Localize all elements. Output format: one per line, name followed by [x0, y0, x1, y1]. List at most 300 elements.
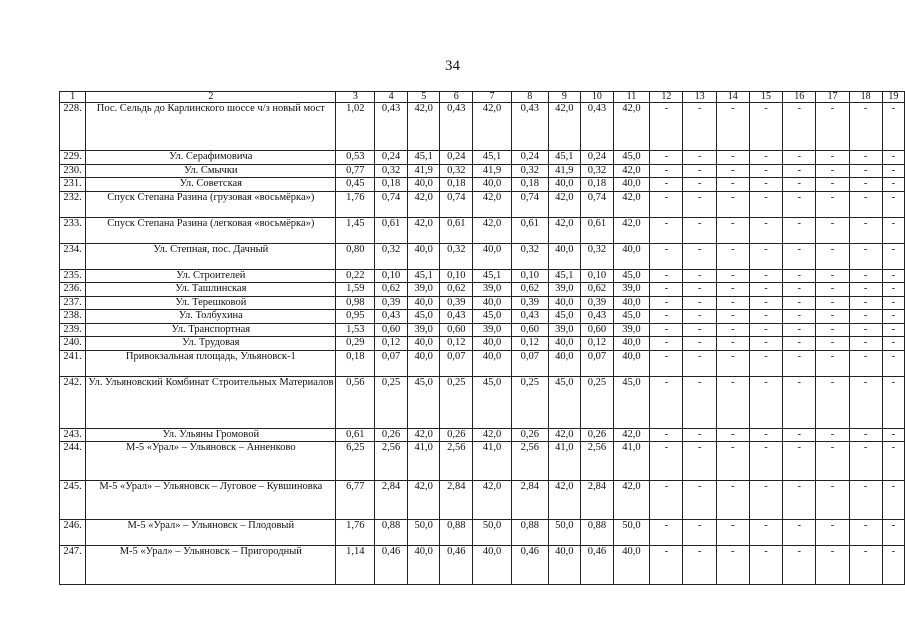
empty-dash-cell: -	[882, 350, 904, 376]
row-number: 234.	[60, 243, 86, 269]
value-cell-col-3: 0,61	[336, 428, 375, 442]
column-header-12: 12	[650, 92, 683, 103]
empty-dash-cell: -	[650, 350, 683, 376]
value-cell-col-8: 0,43	[511, 103, 548, 151]
empty-dash-cell: -	[650, 310, 683, 324]
table-row	[60, 310, 905, 324]
value-cell-col-10: 0,62	[581, 283, 614, 297]
value-cell-col-6: 0,10	[440, 269, 473, 283]
empty-dash-cell: -	[816, 428, 849, 442]
empty-dash-cell: -	[650, 103, 683, 151]
column-number-header-row	[60, 92, 905, 103]
empty-dash-cell: -	[683, 546, 716, 585]
column-header-1: 1	[60, 92, 86, 103]
value-cell-col-6: 2,84	[440, 481, 473, 520]
empty-dash-cell: -	[849, 269, 882, 283]
value-cell-col-4: 0,61	[375, 217, 408, 243]
empty-dash-cell: -	[716, 337, 749, 351]
value-cell-col-6: 2,56	[440, 442, 473, 481]
value-cell-col-11: 39,0	[613, 323, 650, 337]
value-cell-col-8: 0,62	[511, 283, 548, 297]
value-cell-col-3: 0,45	[336, 178, 375, 192]
empty-dash-cell: -	[683, 164, 716, 178]
value-cell-col-11: 40,0	[613, 337, 650, 351]
value-cell-col-5: 42,0	[407, 217, 440, 243]
column-header-5: 5	[407, 92, 440, 103]
value-cell-col-6: 0,25	[440, 376, 473, 428]
value-cell-col-10: 0,43	[581, 310, 614, 324]
empty-dash-cell: -	[716, 520, 749, 546]
empty-dash-cell: -	[816, 283, 849, 297]
empty-dash-cell: -	[716, 103, 749, 151]
street-name: Ул. Степная, пос. Дачный	[86, 243, 336, 269]
value-cell-col-9: 40,0	[548, 178, 581, 192]
empty-dash-cell: -	[683, 269, 716, 283]
empty-dash-cell: -	[650, 376, 683, 428]
value-cell-col-6: 0,88	[440, 520, 473, 546]
empty-dash-cell: -	[716, 243, 749, 269]
row-number: 236.	[60, 283, 86, 297]
value-cell-col-3: 0,56	[336, 376, 375, 428]
value-cell-col-5: 40,0	[407, 243, 440, 269]
table-row	[60, 350, 905, 376]
empty-dash-cell: -	[783, 428, 816, 442]
street-name: Ул. Советская	[86, 178, 336, 192]
value-cell-col-11: 45,0	[613, 376, 650, 428]
empty-dash-cell: -	[683, 151, 716, 165]
value-cell-col-9: 45,0	[548, 376, 581, 428]
empty-dash-cell: -	[749, 350, 782, 376]
value-cell-col-5: 39,0	[407, 323, 440, 337]
empty-dash-cell: -	[749, 520, 782, 546]
value-cell-col-4: 0,32	[375, 164, 408, 178]
table-row	[60, 376, 905, 428]
value-cell-col-8: 0,43	[511, 310, 548, 324]
value-cell-col-9: 42,0	[548, 103, 581, 151]
table-row	[60, 151, 905, 165]
empty-dash-cell: -	[816, 191, 849, 217]
value-cell-col-10: 0,60	[581, 323, 614, 337]
page-number: 34	[445, 58, 460, 74]
empty-dash-cell: -	[683, 191, 716, 217]
empty-dash-cell: -	[650, 296, 683, 310]
empty-dash-cell: -	[650, 283, 683, 297]
value-cell-col-6: 0,61	[440, 217, 473, 243]
value-cell-col-11: 45,0	[613, 151, 650, 165]
empty-dash-cell: -	[749, 243, 782, 269]
table-row	[60, 546, 905, 585]
table-row	[60, 442, 905, 481]
value-cell-col-8: 2,84	[511, 481, 548, 520]
value-cell-col-11: 40,0	[613, 243, 650, 269]
empty-dash-cell: -	[816, 442, 849, 481]
empty-dash-cell: -	[882, 191, 904, 217]
empty-dash-cell: -	[650, 323, 683, 337]
empty-dash-cell: -	[650, 520, 683, 546]
column-header-11: 11	[613, 92, 650, 103]
empty-dash-cell: -	[783, 103, 816, 151]
value-cell-col-4: 2,56	[375, 442, 408, 481]
empty-dash-cell: -	[816, 520, 849, 546]
value-cell-col-8: 0,10	[511, 269, 548, 283]
value-cell-col-4: 0,32	[375, 243, 408, 269]
table-row	[60, 520, 905, 546]
value-cell-col-5: 40,0	[407, 350, 440, 376]
empty-dash-cell: -	[716, 546, 749, 585]
value-cell-col-9: 40,0	[548, 296, 581, 310]
value-cell-col-5: 42,0	[407, 481, 440, 520]
empty-dash-cell: -	[716, 151, 749, 165]
empty-dash-cell: -	[749, 178, 782, 192]
table-body	[60, 92, 905, 585]
empty-dash-cell: -	[683, 428, 716, 442]
column-header-19: 19	[882, 92, 904, 103]
value-cell-col-4: 2,84	[375, 481, 408, 520]
value-cell-col-5: 45,1	[407, 269, 440, 283]
empty-dash-cell: -	[882, 442, 904, 481]
value-cell-col-11: 40,0	[613, 296, 650, 310]
value-cell-col-3: 1,76	[336, 191, 375, 217]
empty-dash-cell: -	[749, 310, 782, 324]
empty-dash-cell: -	[783, 217, 816, 243]
value-cell-col-7: 39,0	[473, 283, 512, 297]
empty-dash-cell: -	[716, 442, 749, 481]
street-name: Спуск Степана Разина (грузовая «восьмёрка»)	[86, 191, 336, 217]
value-cell-col-8: 0,07	[511, 350, 548, 376]
value-cell-col-8: 0,61	[511, 217, 548, 243]
empty-dash-cell: -	[650, 546, 683, 585]
empty-dash-cell: -	[783, 283, 816, 297]
empty-dash-cell: -	[783, 296, 816, 310]
value-cell-col-10: 0,25	[581, 376, 614, 428]
empty-dash-cell: -	[849, 337, 882, 351]
road-data-table	[59, 91, 905, 585]
empty-dash-cell: -	[783, 442, 816, 481]
empty-dash-cell: -	[882, 481, 904, 520]
value-cell-col-4: 0,43	[375, 103, 408, 151]
value-cell-col-4: 0,88	[375, 520, 408, 546]
row-number: 230.	[60, 164, 86, 178]
table-row	[60, 269, 905, 283]
empty-dash-cell: -	[882, 178, 904, 192]
value-cell-col-4: 0,39	[375, 296, 408, 310]
value-cell-col-10: 0,46	[581, 546, 614, 585]
row-number: 246.	[60, 520, 86, 546]
empty-dash-cell: -	[749, 103, 782, 151]
empty-dash-cell: -	[849, 546, 882, 585]
value-cell-col-8: 0,25	[511, 376, 548, 428]
value-cell-col-3: 0,77	[336, 164, 375, 178]
value-cell-col-4: 0,26	[375, 428, 408, 442]
value-cell-col-3: 6,25	[336, 442, 375, 481]
value-cell-col-10: 2,56	[581, 442, 614, 481]
value-cell-col-5: 40,0	[407, 178, 440, 192]
empty-dash-cell: -	[683, 323, 716, 337]
column-header-10: 10	[581, 92, 614, 103]
value-cell-col-6: 0,74	[440, 191, 473, 217]
empty-dash-cell: -	[683, 481, 716, 520]
empty-dash-cell: -	[749, 269, 782, 283]
empty-dash-cell: -	[882, 283, 904, 297]
street-name: Ул. Терешковой	[86, 296, 336, 310]
empty-dash-cell: -	[849, 350, 882, 376]
empty-dash-cell: -	[749, 283, 782, 297]
row-number: 237.	[60, 296, 86, 310]
empty-dash-cell: -	[783, 178, 816, 192]
value-cell-col-4: 0,24	[375, 151, 408, 165]
value-cell-col-8: 0,18	[511, 178, 548, 192]
value-cell-col-7: 40,0	[473, 243, 512, 269]
value-cell-col-3: 0,80	[336, 243, 375, 269]
empty-dash-cell: -	[816, 103, 849, 151]
value-cell-col-4: 0,46	[375, 546, 408, 585]
value-cell-col-9: 40,0	[548, 546, 581, 585]
value-cell-col-9: 41,0	[548, 442, 581, 481]
value-cell-col-11: 42,0	[613, 164, 650, 178]
street-name: Ул. Толбухина	[86, 310, 336, 324]
row-number: 235.	[60, 269, 86, 283]
value-cell-col-11: 41,0	[613, 442, 650, 481]
street-name: Ул. Строителей	[86, 269, 336, 283]
value-cell-col-10: 0,18	[581, 178, 614, 192]
empty-dash-cell: -	[716, 178, 749, 192]
column-header-16: 16	[783, 92, 816, 103]
empty-dash-cell: -	[783, 269, 816, 283]
value-cell-col-6: 0,43	[440, 310, 473, 324]
empty-dash-cell: -	[749, 217, 782, 243]
row-number: 245.	[60, 481, 86, 520]
empty-dash-cell: -	[882, 217, 904, 243]
value-cell-col-10: 0,12	[581, 337, 614, 351]
value-cell-col-8: 0,12	[511, 337, 548, 351]
street-name: Привокзальная площадь, Ульяновск-1	[86, 350, 336, 376]
table-row	[60, 296, 905, 310]
empty-dash-cell: -	[849, 323, 882, 337]
empty-dash-cell: -	[716, 191, 749, 217]
street-name: Ул. Серафимовича	[86, 151, 336, 165]
value-cell-col-5: 45,1	[407, 151, 440, 165]
empty-dash-cell: -	[816, 269, 849, 283]
empty-dash-cell: -	[849, 191, 882, 217]
value-cell-col-9: 40,0	[548, 350, 581, 376]
empty-dash-cell: -	[849, 217, 882, 243]
table-row	[60, 164, 905, 178]
column-header-2: 2	[86, 92, 336, 103]
empty-dash-cell: -	[683, 337, 716, 351]
value-cell-col-3: 0,53	[336, 151, 375, 165]
empty-dash-cell: -	[650, 178, 683, 192]
value-cell-col-3: 1,59	[336, 283, 375, 297]
empty-dash-cell: -	[783, 243, 816, 269]
value-cell-col-7: 42,0	[473, 428, 512, 442]
value-cell-col-3: 1,02	[336, 103, 375, 151]
empty-dash-cell: -	[650, 151, 683, 165]
value-cell-col-7: 40,0	[473, 546, 512, 585]
empty-dash-cell: -	[882, 151, 904, 165]
value-cell-col-7: 40,0	[473, 296, 512, 310]
empty-dash-cell: -	[683, 310, 716, 324]
value-cell-col-10: 0,26	[581, 428, 614, 442]
row-number: 244.	[60, 442, 86, 481]
value-cell-col-6: 0,24	[440, 151, 473, 165]
value-cell-col-6: 0,12	[440, 337, 473, 351]
empty-dash-cell: -	[716, 428, 749, 442]
empty-dash-cell: -	[849, 442, 882, 481]
empty-dash-cell: -	[716, 310, 749, 324]
value-cell-col-4: 0,12	[375, 337, 408, 351]
value-cell-col-6: 0,43	[440, 103, 473, 151]
empty-dash-cell: -	[882, 243, 904, 269]
column-header-7: 7	[473, 92, 512, 103]
empty-dash-cell: -	[882, 376, 904, 428]
table-row	[60, 428, 905, 442]
empty-dash-cell: -	[816, 178, 849, 192]
empty-dash-cell: -	[816, 296, 849, 310]
value-cell-col-4: 0,74	[375, 191, 408, 217]
column-header-3: 3	[336, 92, 375, 103]
value-cell-col-6: 0,18	[440, 178, 473, 192]
table-row	[60, 103, 905, 151]
value-cell-col-5: 40,0	[407, 337, 440, 351]
empty-dash-cell: -	[716, 296, 749, 310]
empty-dash-cell: -	[882, 269, 904, 283]
street-name: Ул. Ульяны Громовой	[86, 428, 336, 442]
value-cell-col-7: 40,0	[473, 350, 512, 376]
value-cell-col-9: 45,1	[548, 269, 581, 283]
value-cell-col-9: 39,0	[548, 323, 581, 337]
value-cell-col-5: 45,0	[407, 310, 440, 324]
empty-dash-cell: -	[849, 178, 882, 192]
value-cell-col-5: 50,0	[407, 520, 440, 546]
value-cell-col-11: 40,0	[613, 546, 650, 585]
value-cell-col-11: 40,0	[613, 350, 650, 376]
row-number: 231.	[60, 178, 86, 192]
value-cell-col-7: 40,0	[473, 178, 512, 192]
empty-dash-cell: -	[849, 428, 882, 442]
column-header-8: 8	[511, 92, 548, 103]
empty-dash-cell: -	[683, 350, 716, 376]
empty-dash-cell: -	[650, 243, 683, 269]
value-cell-col-4: 0,43	[375, 310, 408, 324]
table-row	[60, 481, 905, 520]
empty-dash-cell: -	[849, 376, 882, 428]
value-cell-col-8: 0,24	[511, 151, 548, 165]
empty-dash-cell: -	[882, 520, 904, 546]
table-row	[60, 217, 905, 243]
value-cell-col-6: 0,60	[440, 323, 473, 337]
empty-dash-cell: -	[783, 191, 816, 217]
row-number: 229.	[60, 151, 86, 165]
value-cell-col-8: 0,46	[511, 546, 548, 585]
empty-dash-cell: -	[783, 520, 816, 546]
row-number: 247.	[60, 546, 86, 585]
value-cell-col-7: 50,0	[473, 520, 512, 546]
value-cell-col-3: 1,14	[336, 546, 375, 585]
table-row	[60, 178, 905, 192]
empty-dash-cell: -	[816, 310, 849, 324]
table-row	[60, 283, 905, 297]
empty-dash-cell: -	[650, 164, 683, 178]
empty-dash-cell: -	[650, 442, 683, 481]
empty-dash-cell: -	[749, 376, 782, 428]
street-name: М-5 «Урал» – Ульяновск – Луговое – Кувшиновка	[86, 481, 336, 520]
value-cell-col-4: 0,10	[375, 269, 408, 283]
value-cell-col-4: 0,60	[375, 323, 408, 337]
empty-dash-cell: -	[882, 103, 904, 151]
value-cell-col-9: 40,0	[548, 337, 581, 351]
empty-dash-cell: -	[683, 243, 716, 269]
value-cell-col-7: 42,0	[473, 481, 512, 520]
value-cell-col-8: 0,74	[511, 191, 548, 217]
value-cell-col-5: 41,9	[407, 164, 440, 178]
value-cell-col-7: 41,0	[473, 442, 512, 481]
empty-dash-cell: -	[849, 164, 882, 178]
empty-dash-cell: -	[650, 481, 683, 520]
street-name: Пос. Сельдь до Карлинского шоссе ч/з новый мост	[86, 103, 336, 151]
empty-dash-cell: -	[783, 546, 816, 585]
column-header-18: 18	[849, 92, 882, 103]
empty-dash-cell: -	[816, 350, 849, 376]
empty-dash-cell: -	[683, 376, 716, 428]
empty-dash-cell: -	[749, 164, 782, 178]
value-cell-col-11: 45,0	[613, 269, 650, 283]
empty-dash-cell: -	[783, 481, 816, 520]
street-name: Ул. Транспортная	[86, 323, 336, 337]
empty-dash-cell: -	[716, 269, 749, 283]
value-cell-col-7: 42,0	[473, 217, 512, 243]
value-cell-col-8: 0,39	[511, 296, 548, 310]
row-number: 232.	[60, 191, 86, 217]
value-cell-col-6: 0,32	[440, 164, 473, 178]
empty-dash-cell: -	[749, 296, 782, 310]
empty-dash-cell: -	[749, 442, 782, 481]
empty-dash-cell: -	[783, 337, 816, 351]
value-cell-col-9: 50,0	[548, 520, 581, 546]
empty-dash-cell: -	[816, 217, 849, 243]
empty-dash-cell: -	[749, 337, 782, 351]
value-cell-col-4: 0,07	[375, 350, 408, 376]
empty-dash-cell: -	[749, 191, 782, 217]
empty-dash-cell: -	[716, 350, 749, 376]
value-cell-col-10: 0,24	[581, 151, 614, 165]
empty-dash-cell: -	[716, 376, 749, 428]
value-cell-col-6: 0,32	[440, 243, 473, 269]
table-row	[60, 323, 905, 337]
empty-dash-cell: -	[683, 283, 716, 297]
column-header-4: 4	[375, 92, 408, 103]
value-cell-col-11: 42,0	[613, 481, 650, 520]
value-cell-col-3: 0,95	[336, 310, 375, 324]
street-name: Ул. Трудовая	[86, 337, 336, 351]
value-cell-col-8: 2,56	[511, 442, 548, 481]
value-cell-col-6: 0,07	[440, 350, 473, 376]
empty-dash-cell: -	[783, 376, 816, 428]
empty-dash-cell: -	[882, 164, 904, 178]
empty-dash-cell: -	[849, 283, 882, 297]
value-cell-col-5: 40,0	[407, 296, 440, 310]
empty-dash-cell: -	[683, 178, 716, 192]
value-cell-col-7: 41,9	[473, 164, 512, 178]
value-cell-col-10: 0,74	[581, 191, 614, 217]
row-number: 228.	[60, 103, 86, 151]
empty-dash-cell: -	[783, 323, 816, 337]
value-cell-col-3: 0,18	[336, 350, 375, 376]
row-number: 243.	[60, 428, 86, 442]
value-cell-col-4: 0,62	[375, 283, 408, 297]
value-cell-col-8: 0,32	[511, 164, 548, 178]
empty-dash-cell: -	[849, 151, 882, 165]
value-cell-col-7: 42,0	[473, 191, 512, 217]
